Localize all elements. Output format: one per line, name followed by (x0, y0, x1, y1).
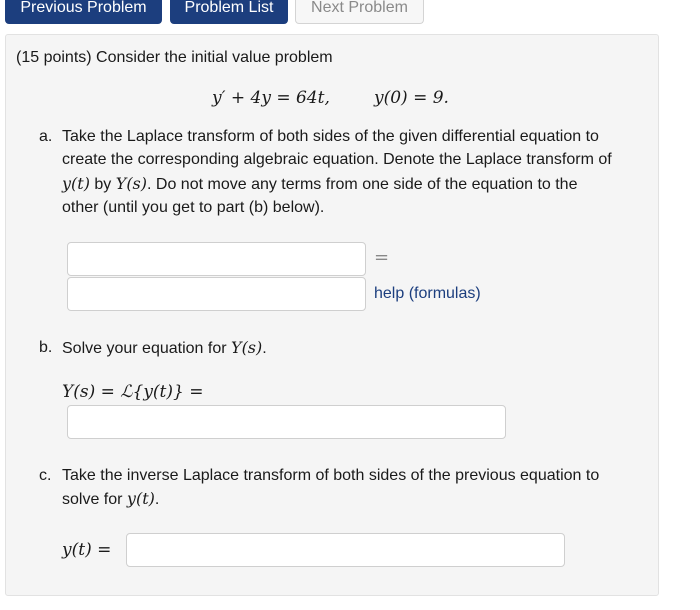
part-a-line4: other (until you get to part (b) below). (62, 199, 325, 216)
problem-intro: (15 points) Consider the initial value problem (16, 49, 333, 66)
part-a-line3 (62, 172, 577, 197)
var-Y-of-s-b: Y(s) (231, 338, 263, 357)
previous-problem-button[interactable]: Previous Problem (5, 0, 162, 24)
part-b-period: . (262, 340, 267, 357)
part-c-line2 (62, 487, 159, 512)
equation-de: y′ + 4y = 64t, (212, 88, 330, 108)
laplace-lhs-input[interactable] (67, 242, 366, 276)
part-c-marker: c. (39, 467, 52, 484)
part-a-line1: Take the Laplace transform of both sides of the given differential equation to (62, 128, 599, 145)
problem-list-button[interactable]: Problem List (170, 0, 288, 24)
y-of-t-label: y(t) = (62, 540, 112, 560)
part-b-marker: b. (39, 339, 53, 356)
laplace-rhs-input[interactable] (67, 277, 366, 311)
equation-initial-condition: y(0) = 9. (374, 88, 449, 108)
equals-sign: = (374, 247, 390, 268)
var-Y-of-s: Y(s) (115, 174, 148, 193)
var-y-of-t-c: y(t) (126, 489, 155, 508)
Y-of-s-answer-input[interactable] (67, 405, 506, 439)
part-a-marker: a. (39, 128, 53, 145)
problem-navigation (0, 0, 700, 26)
y-of-t-answer-input[interactable] (126, 533, 565, 567)
part-b-instruction: Solve your equation for (62, 340, 231, 357)
part-c-period: . (154, 491, 160, 508)
help-formulas-link[interactable]: help (formulas) (374, 285, 481, 302)
part-b-text (62, 336, 267, 361)
by-text: by (89, 176, 116, 193)
var-y-of-t: y(t) (62, 174, 90, 193)
next-problem-button[interactable]: Next Problem (295, 0, 424, 24)
part-a-line3-rest: . Do not move any terms from one side of the equation to the (147, 176, 578, 193)
part-c-line1: Take the inverse Laplace transform of both sides of the previous equation to (62, 467, 600, 484)
part-a-line2: create the corresponding algebraic equation. Denote the Laplace transform of (62, 151, 612, 168)
part-c-instruction: solve for (62, 491, 127, 508)
laplace-formula-label: Y(s) = ℒ{y(t)} = (62, 382, 204, 402)
